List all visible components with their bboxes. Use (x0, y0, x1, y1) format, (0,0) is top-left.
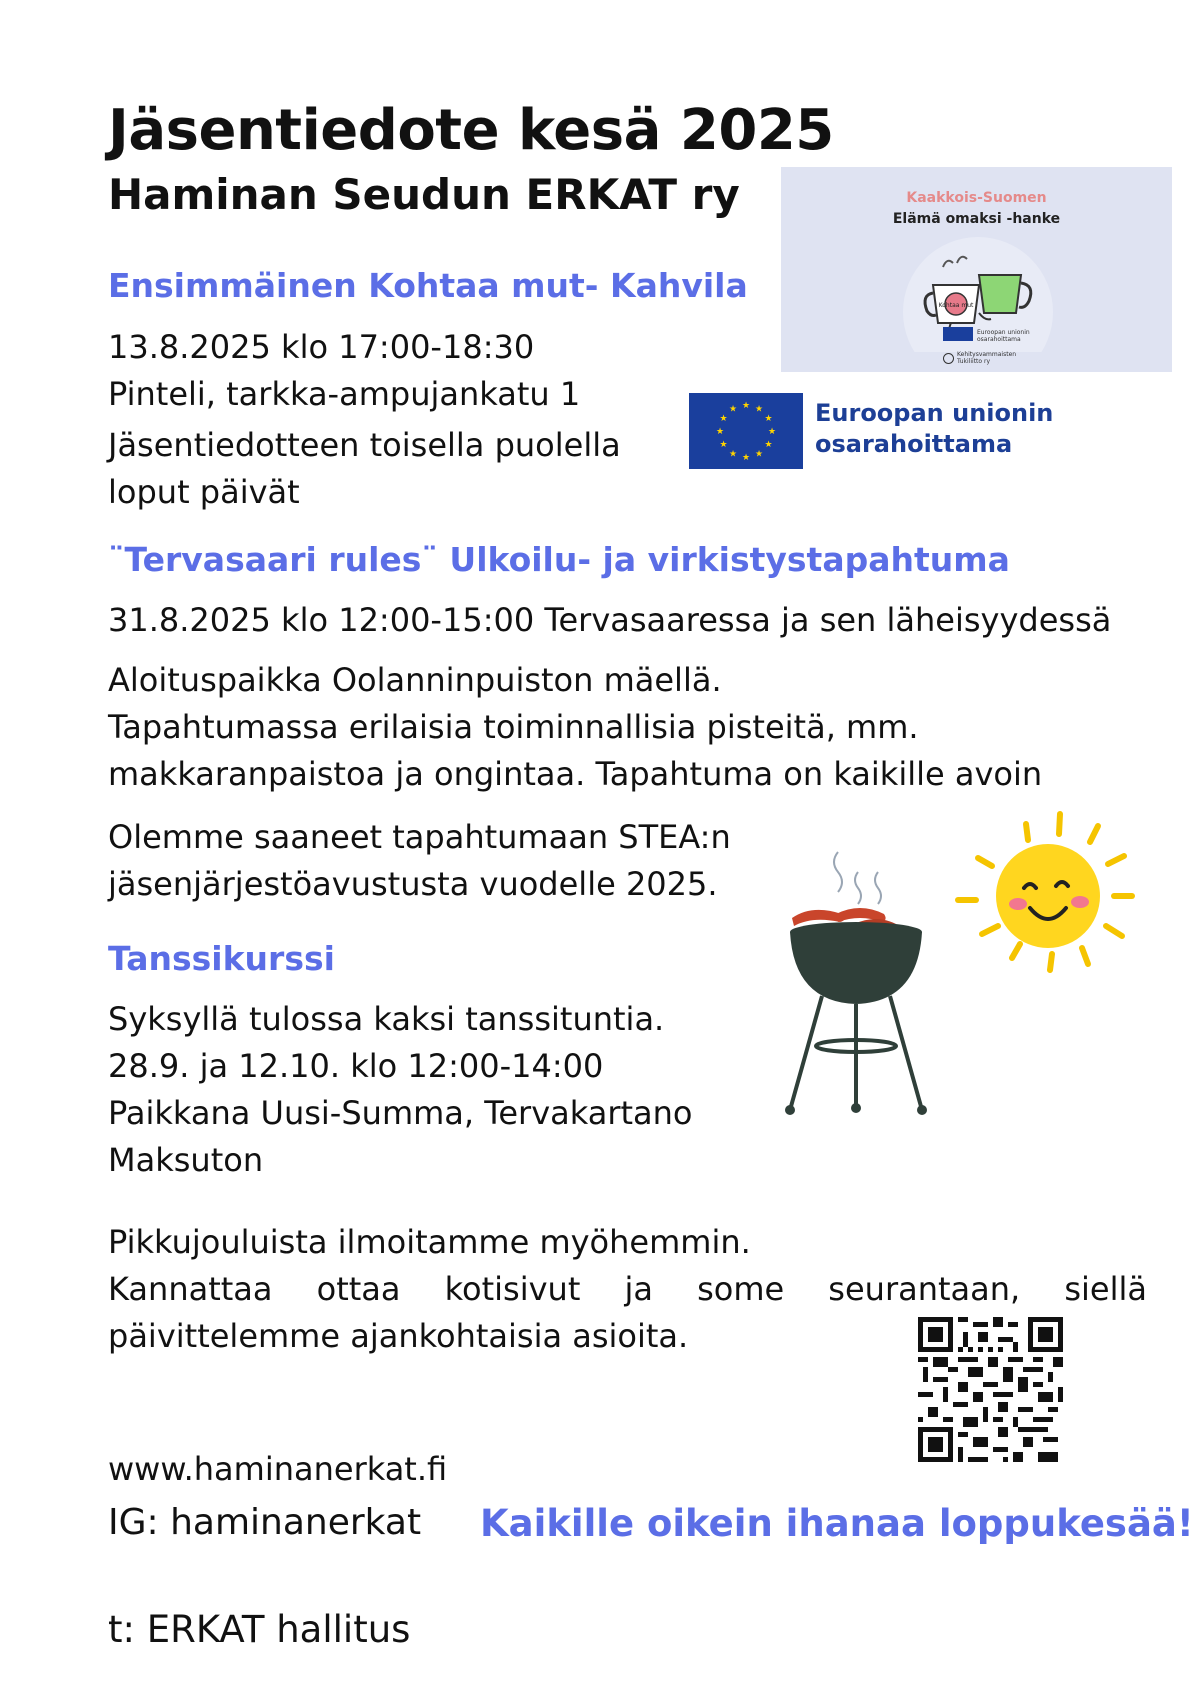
closing-line1: Pikkujouluista ilmoitamme myöhemmin. (108, 1223, 751, 1261)
svg-text:★: ★ (754, 449, 764, 460)
closing-word: some (697, 1270, 785, 1308)
banner-eu-flag-icon (943, 327, 973, 341)
sun-icon (948, 808, 1138, 973)
closing-word: siellä (1064, 1270, 1147, 1308)
svg-text:★: ★ (719, 440, 728, 450)
website-link[interactable]: www.haminanerkat.fi (108, 1450, 448, 1488)
closing-word: ottaa (316, 1270, 401, 1308)
svg-text:★: ★ (741, 401, 751, 411)
greeting-text: Kaikille oikein ihanaa loppukesää! (480, 1502, 1194, 1545)
svg-text:★: ★ (767, 427, 777, 437)
banner-footer-icon (943, 353, 954, 364)
instagram-handle: IG: haminanerkat (108, 1502, 422, 1543)
grill-icon (782, 846, 942, 1121)
page-title: Jäsentiedote kesä 2025 (108, 98, 834, 163)
closing-word: ja (624, 1270, 653, 1308)
banner-line1: Kaakkois-Suomen (906, 190, 1047, 206)
section2-grant (108, 814, 731, 908)
coffee-mugs-icon (921, 245, 1041, 335)
section3-heading: Tanssikurssi (108, 939, 335, 978)
section2-heading: ¨Tervasaari rules¨ Ulkoilu- ja virkistystapahtuma (108, 540, 1010, 579)
section3-body (108, 996, 692, 1184)
section2-grant-line2: jäsenjärjestöavustusta vuodelle 2025. (108, 865, 718, 903)
section2-line1: Aloituspaikka Oolanninpuiston mäellä. (108, 661, 722, 699)
section2-grant-line1: Olemme saaneet tapahtumaan STEA:n (108, 818, 731, 856)
closing-word: seurantaan, (828, 1270, 1021, 1308)
banner-footer-text: Kehitysvammaisten Tukiliitto ry (957, 351, 1017, 365)
svg-text:★: ★ (715, 427, 725, 437)
section1-date: 13.8.2025 klo 17:00-18:30 (108, 328, 535, 366)
eu-flag-icon (689, 393, 803, 469)
svg-text:★: ★ (764, 440, 773, 450)
svg-text:★: ★ (764, 414, 773, 424)
closing-word: Kannattaa (108, 1270, 273, 1308)
eu-funding-text (815, 398, 1053, 460)
section1-heading: Ensimmäinen Kohtaa mut- Kahvila (108, 266, 748, 305)
signature: t: ERKAT hallitus (108, 1608, 411, 1651)
banner-eu-text: Euroopan unionin osarahoittama (977, 329, 1030, 343)
eu-funding-line1: Euroopan unionin (815, 399, 1054, 427)
section2-date: 31.8.2025 klo 12:00-15:00 Tervasaaressa ja sen läheisyydessä (108, 601, 1112, 639)
svg-text:★: ★ (719, 414, 728, 424)
project-banner (781, 167, 1172, 372)
organization-name: Haminan Seudun ERKAT ry (108, 170, 740, 219)
closing-word: kotisivut (444, 1270, 581, 1308)
mug-label: Kohtaa mut (938, 302, 974, 309)
svg-text:★: ★ (728, 404, 738, 415)
svg-text:★: ★ (754, 404, 764, 415)
section1-note: Jäsentiedotteen toisella puolella (108, 426, 621, 464)
section1-place: Pinteli, tarkka-ampujankatu 1 (108, 375, 581, 413)
section2-line2: Tapahtumassa erilaisia toiminnallisia pisteitä, mm. (108, 708, 919, 746)
qr-code-icon[interactable] (918, 1317, 1063, 1462)
eu-funding-line2: osarahoittama (815, 430, 1013, 458)
closing-line2 (108, 1266, 1147, 1313)
section2-body (108, 657, 1042, 798)
section3-line2: 28.9. ja 12.10. klo 12:00-14:00 (108, 1047, 604, 1085)
section3-line3: Paikkana Uusi-Summa, Tervakartano (108, 1094, 693, 1132)
section3-line4: Maksuton (108, 1141, 264, 1179)
banner-line2: Elämä omaksi -hanke (892, 211, 1061, 227)
section3-line1: Syksyllä tulossa kaksi tanssituntia. (108, 1000, 665, 1038)
closing-line3: päivittelemme ajankohtaisia asioita. (108, 1317, 689, 1355)
section1-body (108, 324, 621, 516)
section1-note-cont: loput päivät (108, 473, 300, 511)
svg-text:★: ★ (741, 453, 751, 463)
section2-line3: makkaranpaistoa ja ongintaa. Tapahtuma on kaikille avoin (108, 755, 1043, 793)
svg-text:★: ★ (728, 449, 738, 460)
